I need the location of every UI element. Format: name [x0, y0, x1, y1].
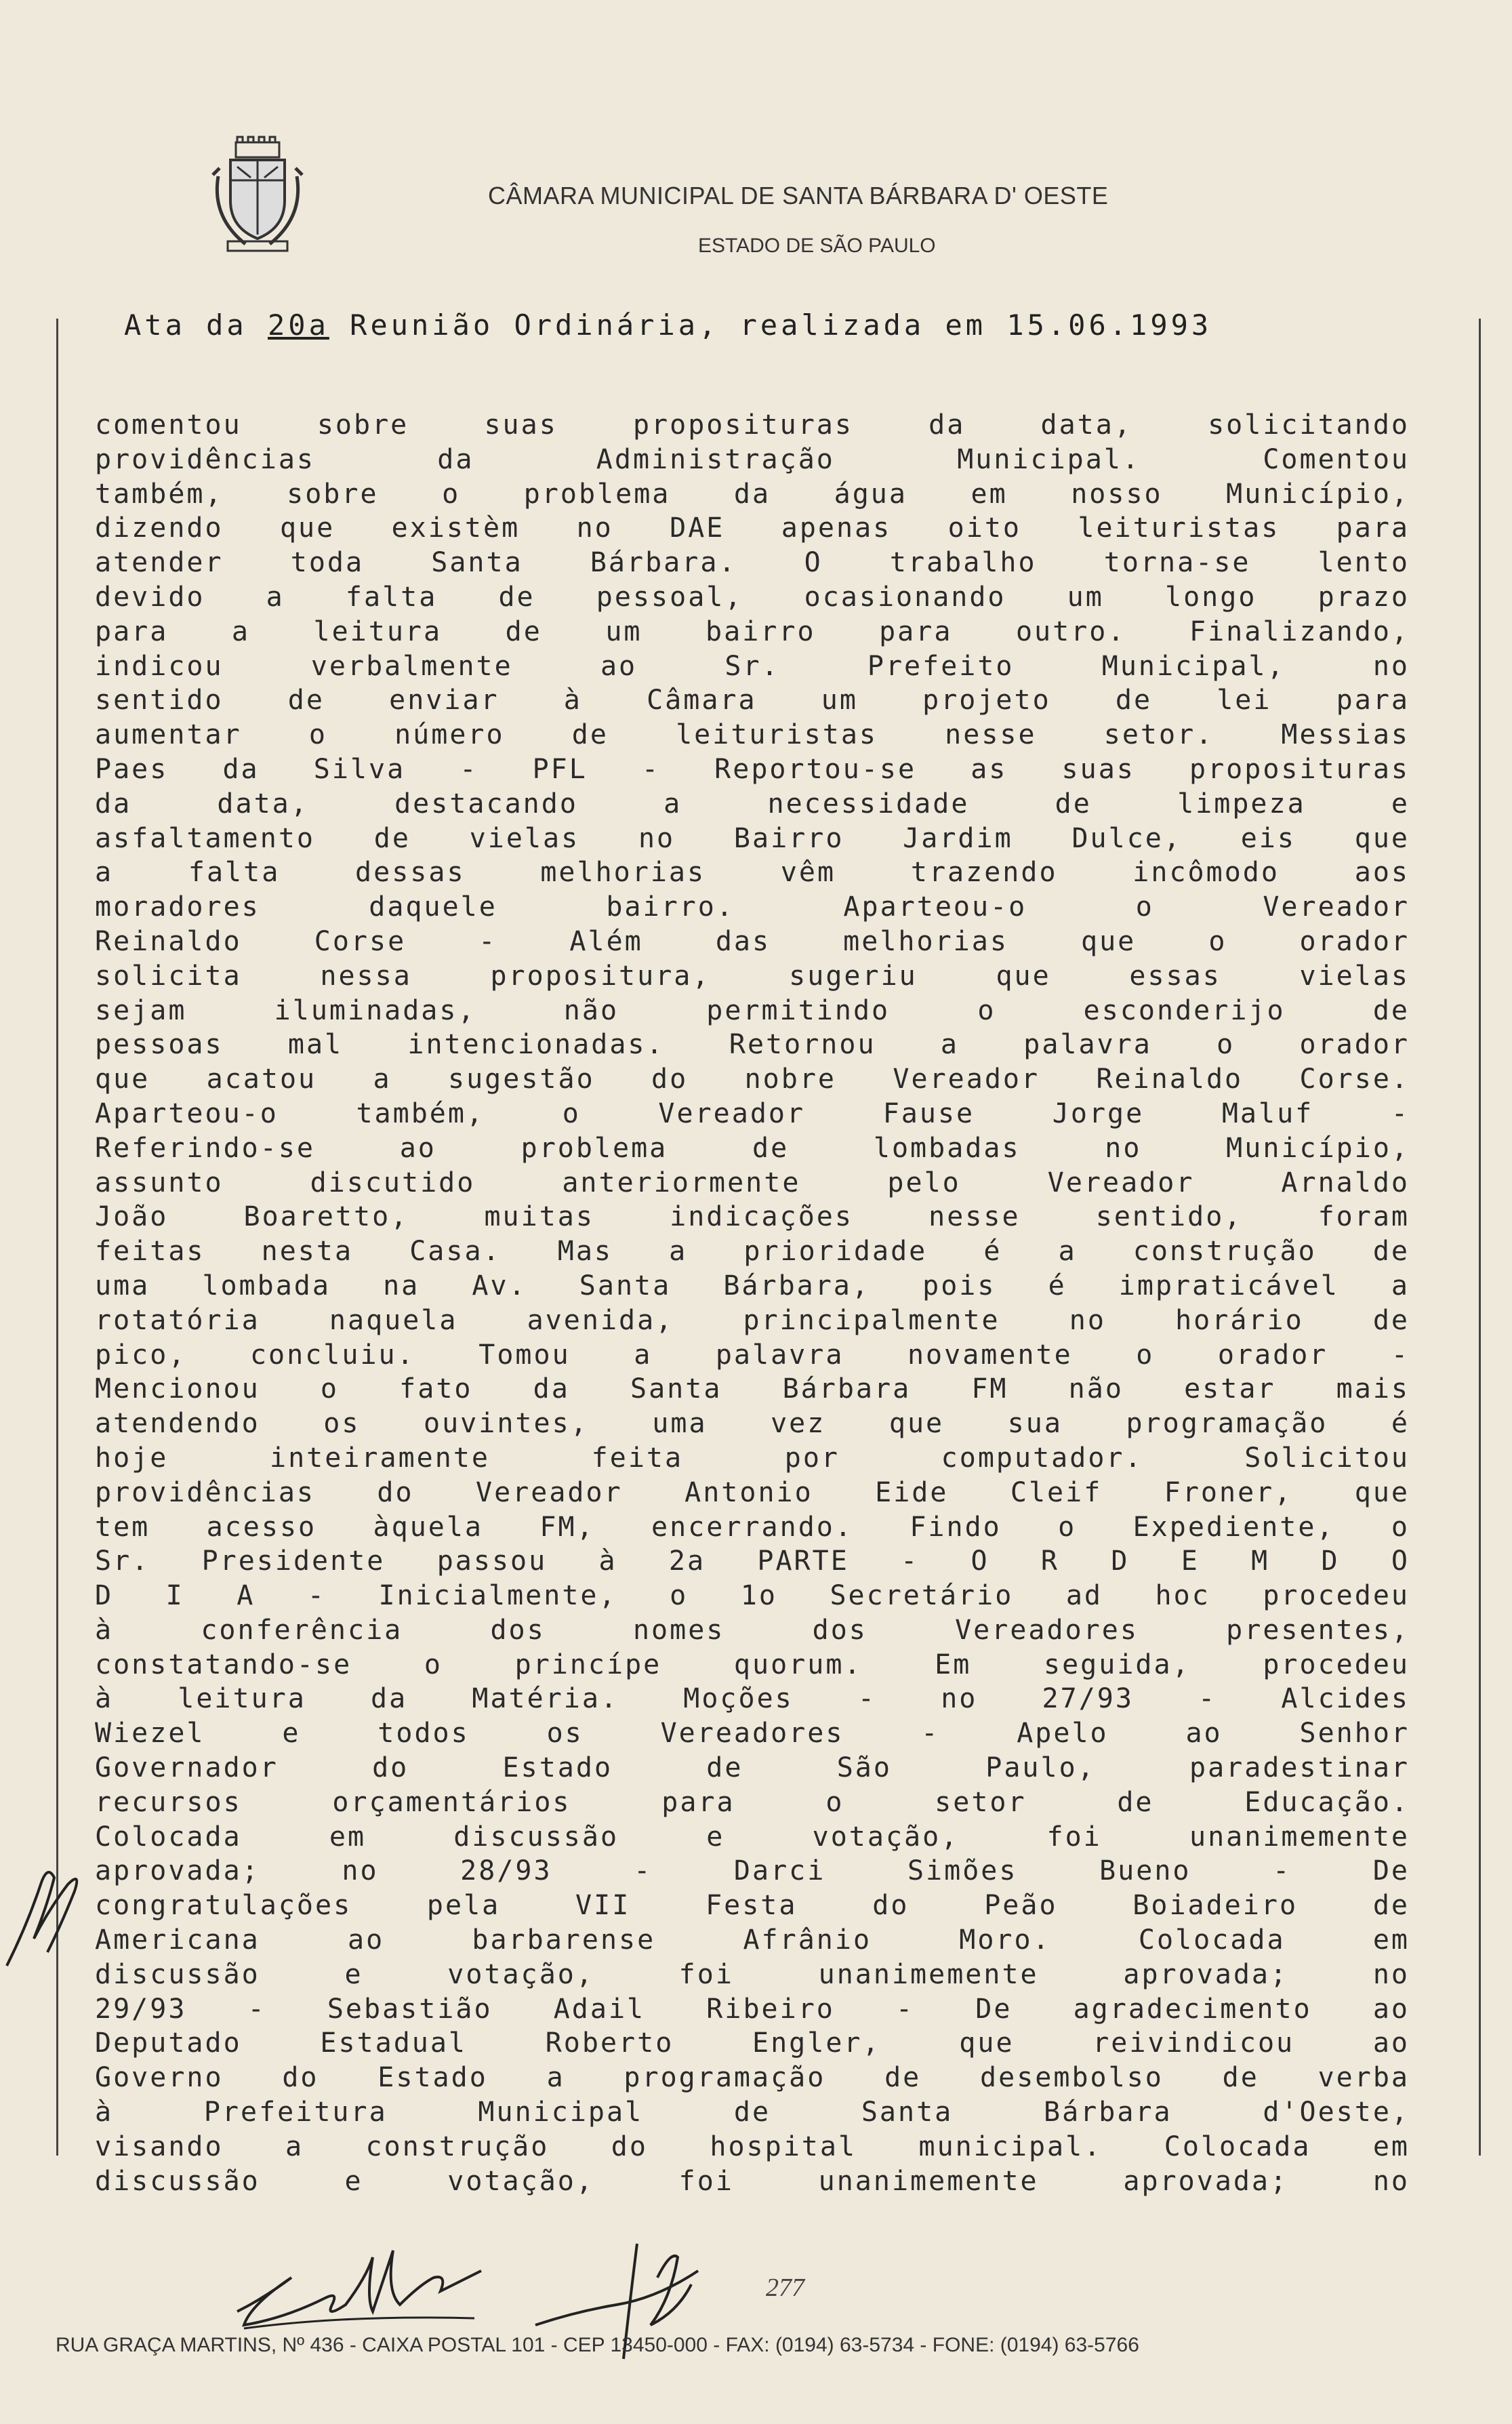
- text-line: solicita nessa propositura, sugeriu que essas vielas: [95, 960, 1410, 992]
- text-line: pico, concluiu. Tomou a palavra novamente o orador -: [95, 1339, 1410, 1371]
- text-line: assunto discutido anteriormente pelo Vereador Arnaldo: [95, 1167, 1410, 1198]
- meeting-number: 20a: [268, 308, 329, 342]
- text-line: Paes da Silva - PFL - Reportou-se as suas proposituras: [95, 753, 1410, 785]
- text-line: asfaltamento de vielas no Bairro Jardim Dulce, eis que: [95, 822, 1410, 854]
- text-line: Wiezel e todos os Vereadores - Apelo ao Senhor: [95, 1718, 1410, 1750]
- text-line: sejam iluminadas, não permitindo o esconderijo de: [95, 994, 1410, 1026]
- text-line: visando a construção do hospital municipal. Colocada em: [95, 2130, 1410, 2162]
- title-rest: Reunião Ordinária, realizada em 15.06.1993: [329, 308, 1212, 342]
- text-line: devido a falta de pessoal, ocasionando um longo prazo: [95, 581, 1410, 613]
- text-line: pessoas mal intencionadas. Retornou a palavra o orador: [95, 1029, 1410, 1061]
- text-line: à leitura da Matéria. Moções - no 27/93 - Alcides: [95, 1683, 1410, 1715]
- text-line: discussão e votação, foi unanimemente aprovada; no: [95, 1958, 1410, 1990]
- institution-name: CÂMARA MUNICIPAL DE SANTA BÁRBARA D' OESTE: [488, 182, 1109, 209]
- title-prefix: Ata da: [124, 308, 268, 342]
- text-line: Referindo-se ao problema de lombadas no Município,: [95, 1132, 1410, 1164]
- text-line: a falta dessas melhorias vêm trazendo incômodo aos: [95, 857, 1410, 889]
- margin-signature-icon: [0, 1844, 102, 1979]
- president-signature-icon: [224, 2237, 495, 2339]
- text-line: também, sobre o problema da água em nosso Município,: [95, 478, 1410, 510]
- text-line: Aparteou-o também, o Vereador Fause Jorge Maluf -: [95, 1097, 1410, 1129]
- text-line: discussão e votação, foi unanimemente aprovada; no: [95, 2165, 1410, 2197]
- right-margin-line: [1479, 319, 1481, 2156]
- text-line: indicou verbalmente ao Sr. Prefeito Municipal, no: [95, 650, 1410, 682]
- text-line: Americana ao barbarense Afrânio Moro. Colocada em: [95, 1924, 1410, 1956]
- text-line: aumentar o número de leituristas nesse setor. Messias: [95, 719, 1410, 751]
- text-line: dizendo que existèm no DAE apenas oito leituristas para: [95, 512, 1410, 544]
- text-line: recursos orçamentários para o setor de Educação.: [95, 1786, 1410, 1818]
- text-line: atendendo os ouvintes, uma vez que sua programação é: [95, 1408, 1410, 1440]
- text-line: hoje inteiramente feita por computador. Solicitou: [95, 1442, 1410, 1474]
- state-name: ESTADO DE SÃO PAULO: [698, 235, 936, 257]
- text-line: Governo do Estado a programação de desembolso de verba: [95, 2062, 1410, 2094]
- text-line: Colocada em discussão e votação, foi unanimemente: [95, 1821, 1410, 1853]
- text-line: uma lombada na Av. Santa Bárbara, pois é impraticável a: [95, 1270, 1410, 1301]
- text-line: feitas nesta Casa. Mas a prioridade é a construção de: [95, 1236, 1410, 1268]
- text-line: da data, destacando a necessidade de limpeza e: [95, 788, 1410, 820]
- text-line: para a leitura de um bairro para outro. Finalizando,: [95, 615, 1410, 647]
- text-line: Sr. Presidente passou à 2a PARTE - O R D E M D O: [95, 1546, 1410, 1577]
- minutes-title: [124, 308, 1412, 342]
- footer-address: RUA GRAÇA MARTINS, Nº 436 - CAIXA POSTAL 101 - CEP 13450-000 - FAX: (0194) 63-5734 - FONE: (0194) 63-5766: [56, 2334, 1139, 2356]
- text-line: rotatória naquela avenida, principalmente no horário de: [95, 1304, 1410, 1336]
- text-line: moradores daquele bairro. Aparteou-o o Vereador: [95, 891, 1410, 923]
- text-line: tem acesso àquela FM, encerrando. Findo o Expediente, o: [95, 1511, 1410, 1543]
- minutes-body: [95, 408, 1410, 2198]
- text-line: providências da Administração Municipal. Comentou: [95, 443, 1410, 475]
- municipal-coat-of-arms-icon: [203, 136, 312, 258]
- text-line: constatando-se o princípe quorum. Em seguida, procedeu: [95, 1649, 1410, 1680]
- page-number: 277: [766, 2274, 804, 2302]
- text-line: Governador do Estado de São Paulo, paradestinar: [95, 1752, 1410, 1784]
- text-line: à conferência dos nomes dos Vereadores presentes,: [95, 1614, 1410, 1646]
- text-line: Reinaldo Corse - Além das melhorias que o orador: [95, 925, 1410, 957]
- text-line: providências do Vereador Antonio Eide Cleif Froner, que: [95, 1476, 1410, 1508]
- text-line: que acatou a sugestão do nobre Vereador Reinaldo Corse.: [95, 1064, 1410, 1095]
- text-line: sentido de enviar à Câmara um projeto de lei para: [95, 685, 1410, 716]
- text-line: João Boaretto, muitas indicações nesse sentido, foram: [95, 1201, 1410, 1233]
- text-line: Deputado Estadual Roberto Engler, que reivindicou ao: [95, 2027, 1410, 2059]
- text-line: congratulações pela VII Festa do Peão Boiadeiro de: [95, 1890, 1410, 1922]
- text-line: aprovada; no 28/93 - Darci Simões Bueno - De: [95, 1855, 1410, 1887]
- text-line: Mencionou o fato da Santa Bárbara FM não estar mais: [95, 1373, 1410, 1405]
- text-line: à Prefeitura Municipal de Santa Bárbara d'Oeste,: [95, 2097, 1410, 2128]
- text-line: 29/93 - Sebastião Adail Ribeiro - De agradecimento ao: [95, 1993, 1410, 2025]
- text-line: atender toda Santa Bárbara. O trabalho torna-se lento: [95, 547, 1410, 579]
- text-line: comentou sobre suas proposituras da data, solicitando: [95, 409, 1410, 441]
- text-line: D I A - Inicialmente, o 1o Secretário ad hoc procedeu: [95, 1580, 1410, 1612]
